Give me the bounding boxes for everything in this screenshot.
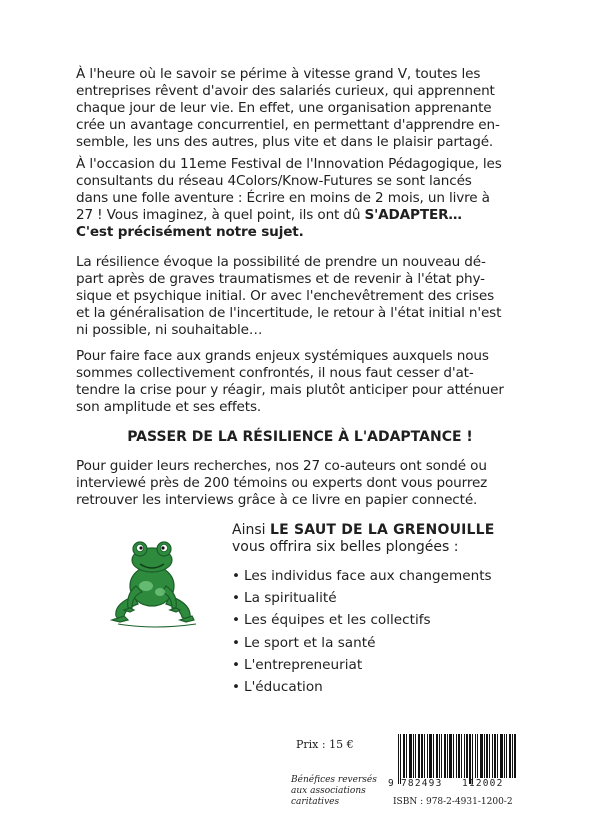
benefits-line: aux associations — [291, 786, 366, 796]
text-line: Pour guider leurs recherches, nos 27 co-auteurs ont sondé ou — [76, 458, 487, 474]
bullet-icon: • — [232, 590, 241, 607]
themes-intro — [232, 522, 495, 556]
list-item — [232, 568, 492, 590]
isbn-label: ISBN : 978-2-4931-1200-2 — [393, 797, 513, 807]
list-item — [232, 590, 492, 612]
themes-list — [232, 568, 492, 701]
text-line: interviewé près de 200 témoins ou experts dont vous pourrez — [76, 475, 488, 491]
intro-prefix: Ainsi — [232, 522, 270, 538]
barcode-bar — [400, 734, 401, 784]
text-line: sique et psychique initial. Or avec l'enchevêtrement des crises — [76, 288, 495, 304]
frog-illustration — [104, 534, 204, 634]
text-line — [76, 207, 524, 224]
text-line: et la généralisation de l'incertitude, le retour à l'état initial n'est — [76, 305, 502, 321]
text-line: part après de graves traumatismes et de revenir à l'état phy- — [76, 271, 485, 287]
barcode-bar — [415, 734, 416, 778]
barcode-bar — [441, 734, 442, 778]
intro-line — [232, 522, 495, 539]
barcode-bar — [494, 734, 496, 778]
barcode-bar — [444, 734, 446, 778]
benefits-note — [291, 775, 377, 808]
barcode-bar — [439, 734, 440, 778]
list-item-label: Les individus face aux changements — [244, 568, 492, 584]
barcode-bar — [458, 734, 460, 778]
barcode-bar — [456, 734, 457, 778]
barcode-left-digits: 782493 — [401, 778, 443, 789]
barcode-bar — [472, 734, 473, 784]
text-line: retrouver les interviews grâce à ce livre en papier connecté. — [76, 492, 478, 508]
list-item-label: La spiritualité — [244, 590, 337, 607]
barcode-right-digits: 112002 — [462, 778, 504, 789]
text-line: consultants du réseau 4Colors/Know-Futures se sont lancés — [76, 173, 472, 189]
text-line: dans une folle aventure : Écrire en moins de 2 mois, un livre à — [76, 190, 490, 206]
list-item-label: Les équipes et les collectifs — [244, 612, 431, 629]
text-line: entreprises rêvent d'avoir des salariés curieux, qui apprennent — [76, 83, 495, 99]
paragraph-resilience — [76, 254, 524, 339]
paragraph-research — [76, 458, 524, 509]
intro-line: vous offrira six belles plongées : — [232, 539, 459, 555]
text-line: tendre la crise pour y réagir, mais plutôt anticiper pour atténuer — [76, 382, 504, 398]
barcode-bar — [469, 734, 471, 784]
barcode-bar — [429, 734, 432, 778]
list-item — [232, 612, 492, 634]
bullet-icon: • — [232, 612, 241, 629]
barcode-first-digit: 9 — [388, 778, 394, 789]
text-line: ni possible, ni souhaitable… — [76, 322, 263, 338]
paragraph-anticipation — [76, 348, 524, 416]
bullet-icon: • — [232, 656, 241, 673]
barcode-bar — [418, 734, 420, 778]
barcode-bar — [484, 734, 485, 778]
list-item — [232, 679, 492, 701]
barcode-bar — [436, 734, 438, 778]
barcode-bar — [477, 734, 478, 778]
text-line: À l'heure où le savoir se périme à vitesse grand V, toutes les — [76, 66, 481, 82]
subject-emphasis: C'est précisément notre sujet. — [76, 224, 304, 240]
text-line: son amplitude et ses effets. — [76, 399, 262, 415]
barcode-bar — [433, 734, 434, 778]
list-item — [232, 657, 492, 679]
barcode-bar — [449, 734, 452, 778]
barcode-bar — [500, 734, 503, 778]
barcode-bar — [403, 734, 405, 778]
barcode-bar — [421, 734, 423, 778]
barcode-bar — [461, 734, 462, 778]
section-heading: PASSER DE LA RÉSILIENCE À L'ADAPTANCE ! — [127, 429, 473, 445]
barcode-bar — [486, 734, 488, 778]
list-item-label: Le sport et la santé — [244, 634, 376, 651]
barcode-bar — [492, 734, 493, 778]
barcode-bar — [398, 734, 399, 784]
list-item-label: L'entrepreneuriat — [244, 656, 363, 673]
barcode-bar — [453, 734, 454, 778]
barcode-bar — [514, 734, 516, 778]
bullet-icon: • — [232, 634, 241, 651]
barcode-bar — [427, 734, 428, 778]
text-line: À l'occasion du 11eme Festival de l'Innovation Pédagogique, les — [76, 156, 502, 172]
book-title: LE SAUT DE LA GRENOUILLE — [269, 522, 495, 538]
barcode-bar — [466, 734, 468, 778]
text-line: La résilience évoque la possibilité de prendre un nouveau dé- — [76, 254, 486, 270]
benefits-line: Bénéfices reversés — [291, 775, 377, 785]
barcode-bar — [506, 734, 507, 778]
paragraph-intro — [76, 66, 524, 151]
barcode-bar — [424, 734, 425, 778]
list-item — [232, 635, 492, 657]
barcode-bar — [475, 734, 476, 778]
list-item-label: L'éducation — [244, 678, 323, 695]
text-line: crée un avantage concurrentiel, en permettant d'apprendre en- — [76, 117, 500, 133]
barcode-bar — [447, 734, 448, 778]
text-line: chaque jour de leur vie. En effet, une organisation apprenante — [76, 100, 492, 116]
text-line: semble, les uns des autres, plus vite et dans le plaisir partagé. — [76, 134, 494, 150]
barcode-bar — [509, 734, 511, 778]
text-line: Pour faire face aux grands enjeux systémiques auxquels nous — [76, 348, 489, 364]
barcode-bar — [489, 734, 490, 778]
price-label: Prix : 15 € — [296, 738, 354, 751]
barcode-bar — [512, 734, 513, 778]
text-line: sommes collectivement confrontés, il nous faut cesser d'at- — [76, 365, 474, 381]
barcode-bar — [409, 734, 412, 778]
barcode-bar — [480, 734, 483, 778]
barcode-bar — [406, 734, 407, 778]
bullet-icon: • — [232, 678, 241, 695]
text-run: 27 ! Vous imaginez, à quel point, ils ont dû — [76, 207, 365, 223]
barcode-bar — [464, 734, 465, 778]
barcode-bar — [497, 734, 498, 778]
barcode-bar — [504, 734, 505, 778]
bullet-icon: • — [232, 568, 241, 584]
paragraph-festival — [76, 156, 524, 241]
adapter-emphasis: S'ADAPTER… — [364, 207, 462, 223]
barcode-bar — [413, 734, 414, 778]
benefits-line: caritatives — [291, 797, 340, 807]
